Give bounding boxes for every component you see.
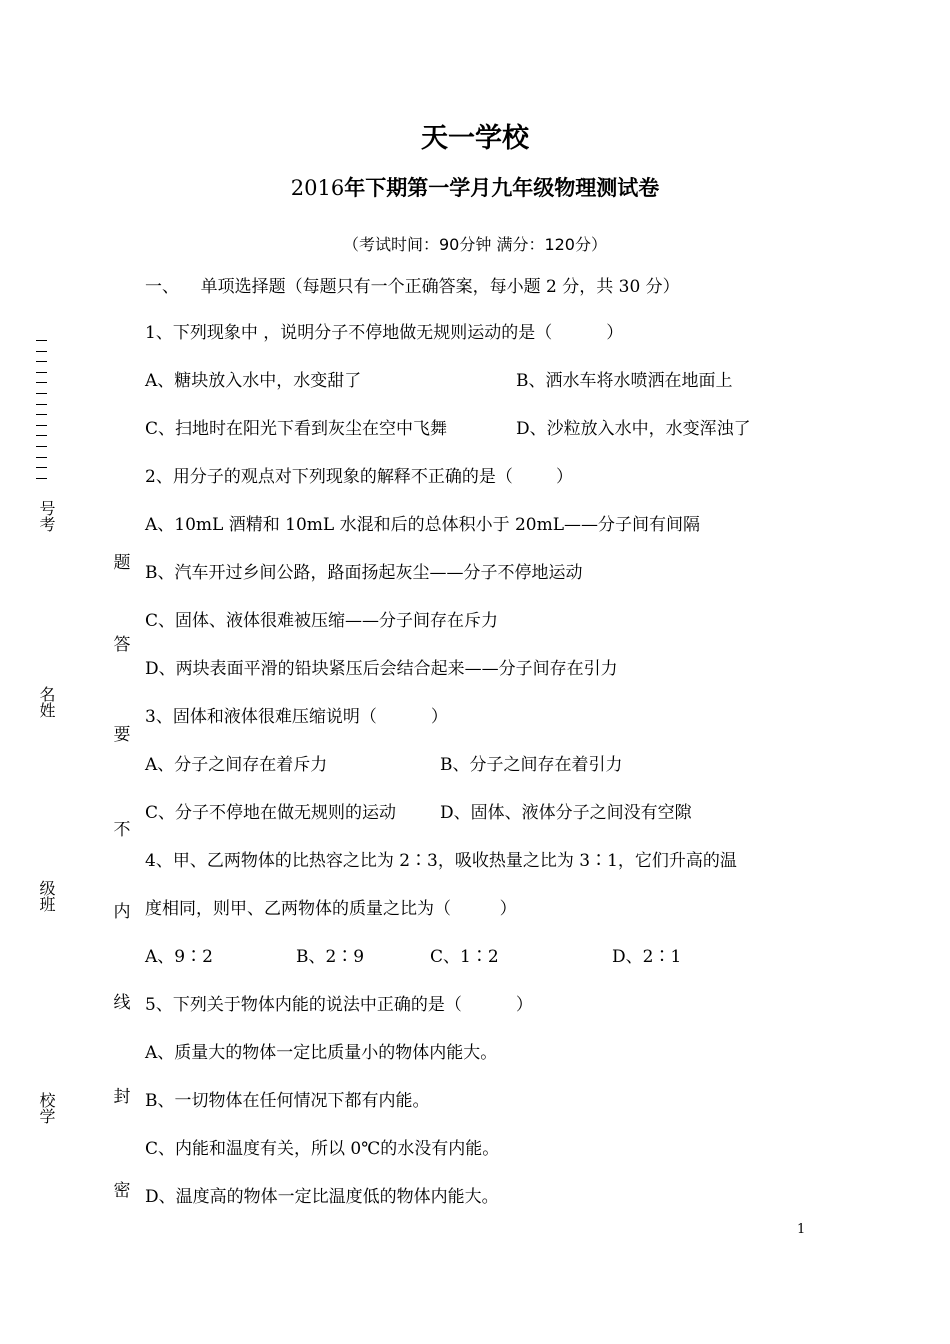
q3-option-b: B、分子之间存在着引力: [440, 755, 623, 775]
exam-title: [0, 172, 950, 202]
section-heading: 一、 单项选择题（每题只有一个正确答案，每小题 2 分，共 30 分）: [145, 277, 680, 297]
q4-option-b: B、2∶9: [296, 947, 365, 967]
seal-char: 要: [113, 725, 131, 745]
q1-option-d: D、沙粒放入水中，水变浑浊了: [516, 419, 751, 439]
school-title: 天一学校: [421, 123, 529, 154]
q3-option-c: C、分子不停地在做无规则的运动: [145, 803, 397, 823]
q2-option-c: C、固体、液体很难被压缩——分子间存在斥力: [145, 611, 499, 631]
page-number: 1: [797, 1222, 806, 1237]
exam-title-text: 年下期第一学月九年级物理测试卷: [344, 176, 660, 200]
name-label: 名姓: [37, 686, 56, 718]
seal-char: 线: [113, 993, 131, 1013]
seal-char: 内: [113, 902, 131, 922]
q2-option-d: D、两块表面平滑的铅块紧压后会结合起来——分子间存在引力: [145, 659, 618, 679]
q5-option-d: D、温度高的物体一定比温度低的物体内能大。: [145, 1187, 499, 1207]
seal-char: 密: [113, 1181, 131, 1201]
exam-number-blank: [36, 340, 50, 488]
seal-char: 封: [113, 1087, 131, 1107]
seal-char: 答: [113, 635, 131, 655]
q4-option-d: D、2∶1: [612, 947, 682, 967]
q4-option-c: C、1∶2: [430, 947, 499, 967]
q4-stem-line2: 度相同，则甲、乙两物体的质量之比为（ ）: [145, 899, 517, 919]
q3-option-a: A、分子之间存在着斥力: [145, 755, 328, 775]
q3-stem: 3、固体和液体很难压缩说明（ ）: [145, 707, 448, 727]
q5-option-c: C、内能和温度有关，所以 0℃的水没有内能。: [145, 1139, 500, 1159]
q5-option-a: A、质量大的物体一定比质量小的物体内能大。: [145, 1043, 498, 1063]
q1-option-c: C、扫地时在阳光下看到灰尘在空中飞舞: [145, 419, 448, 439]
q2-option-b: B、汽车开过乡间公路，路面扬起灰尘——分子不停地运动: [145, 563, 583, 583]
seal-char: 题: [113, 553, 131, 573]
q3-option-d: D、固体、液体分子之间没有空隙: [440, 803, 692, 823]
q1-option-a: A、糖块放入水中，水变甜了: [145, 371, 362, 391]
q5-stem: 5、下列关于物体内能的说法中正确的是（ ）: [145, 995, 533, 1015]
class-label: 级班: [37, 880, 56, 912]
seal-char: 不: [113, 820, 131, 840]
q1-option-b: B、洒水车将水喷洒在地面上: [516, 371, 733, 391]
exam-number-label: 号考: [37, 500, 56, 532]
q5-option-b: B、一切物体在任何情况下都有内能。: [145, 1091, 430, 1111]
q2-stem: 2、用分子的观点对下列现象的解释不正确的是（ ）: [145, 467, 574, 487]
q1-stem: 1、下列现象中 ，说明分子不停地做无规则运动的是（ ）: [145, 323, 624, 343]
school-label: 校学: [37, 1092, 56, 1124]
exam-year: 2016: [290, 176, 345, 200]
q4-option-a: A、9∶2: [145, 947, 213, 967]
exam-info: （考试时间：90分钟 满分：120分）: [343, 235, 607, 254]
q4-stem-line1: 4、甲、乙两物体的比热容之比为 2∶3，吸收热量之比为 3∶1，它们升高的温: [145, 851, 737, 871]
q2-option-a: A、10mL 酒精和 10mL 水混和后的总体积小于 20mL——分子间有间隔: [145, 515, 701, 535]
